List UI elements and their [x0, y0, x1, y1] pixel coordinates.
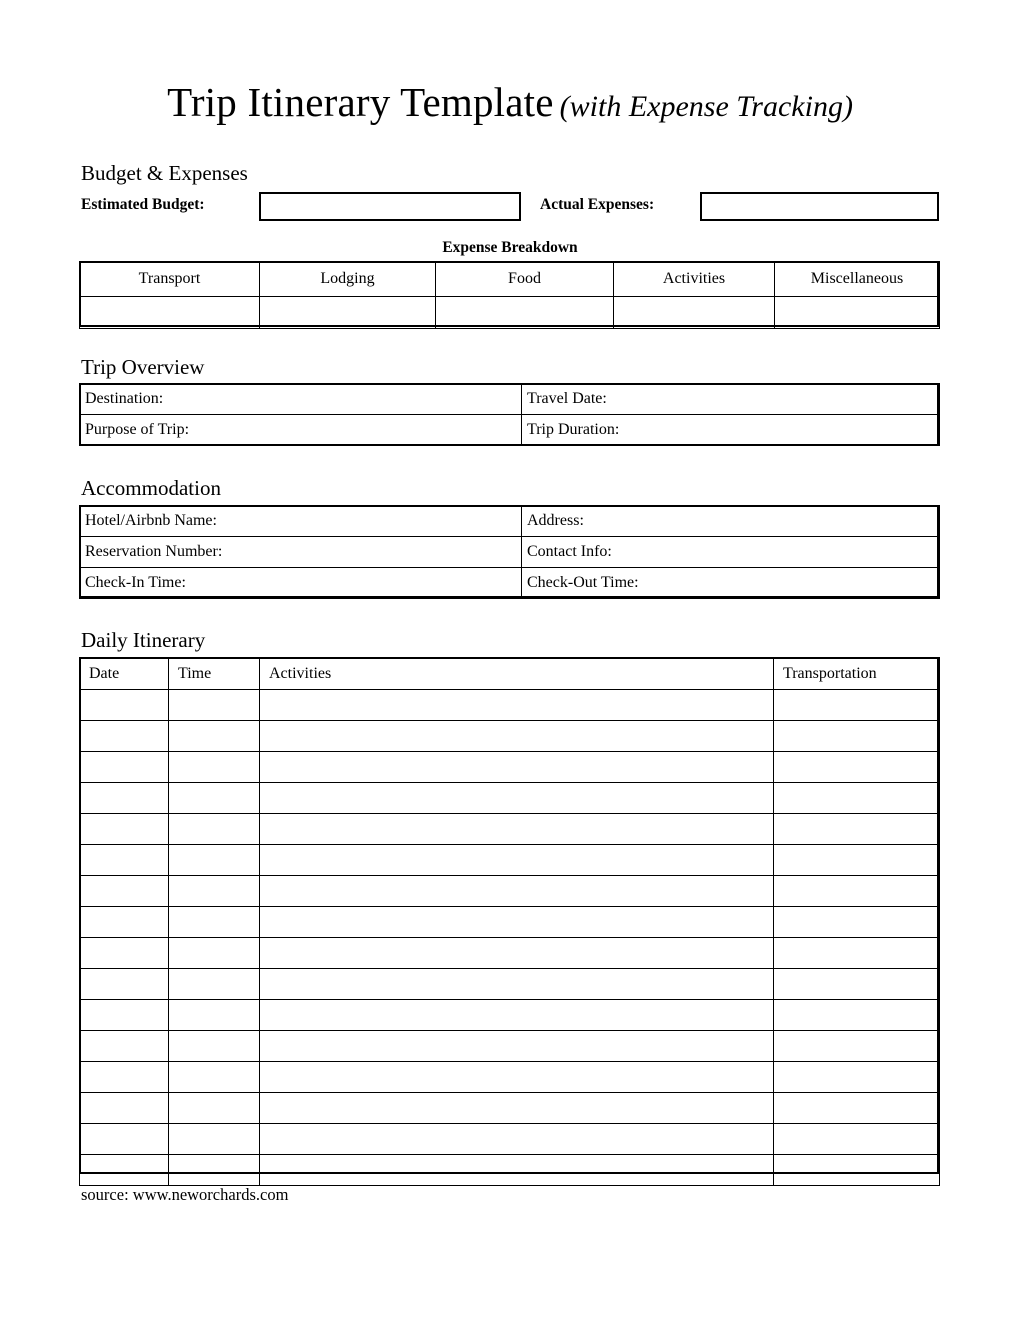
itinerary-time-cell[interactable] — [169, 721, 260, 752]
table-row — [80, 752, 940, 783]
expense-column-header: Food — [436, 262, 614, 297]
table-row — [80, 384, 940, 415]
itinerary-transportation-cell[interactable] — [774, 1093, 940, 1124]
expense-column-header: Miscellaneous — [775, 262, 940, 297]
itinerary-date-cell[interactable] — [80, 814, 169, 845]
expense-value-cell[interactable] — [775, 297, 940, 329]
page-title — [0, 78, 1020, 126]
itinerary-transportation-cell[interactable] — [774, 876, 940, 907]
table-row — [80, 537, 940, 568]
daily-itinerary-header-row — [80, 658, 940, 690]
itinerary-date-cell[interactable] — [80, 1000, 169, 1031]
column-header-time: Time — [169, 658, 260, 690]
trip-overview-table — [79, 383, 940, 446]
itinerary-activities-cell[interactable] — [260, 1124, 774, 1155]
actual-expenses-input[interactable] — [700, 192, 939, 221]
itinerary-activities-cell[interactable] — [260, 690, 774, 721]
expense-breakdown-value-row — [80, 297, 940, 329]
itinerary-transportation-cell[interactable] — [774, 1124, 940, 1155]
itinerary-time-cell[interactable] — [169, 876, 260, 907]
table-row — [80, 415, 940, 446]
itinerary-date-cell[interactable] — [80, 969, 169, 1000]
itinerary-transportation-cell[interactable] — [774, 845, 940, 876]
actual-expenses-label: Actual Expenses: — [540, 196, 655, 213]
itinerary-date-cell[interactable] — [80, 783, 169, 814]
itinerary-date-cell[interactable] — [80, 938, 169, 969]
itinerary-transportation-cell[interactable] — [774, 783, 940, 814]
itinerary-time-cell[interactable] — [169, 690, 260, 721]
accommodation-table — [79, 505, 940, 599]
itinerary-activities-cell[interactable] — [260, 721, 774, 752]
daily-itinerary-body — [80, 690, 940, 1186]
table-row — [80, 1062, 940, 1093]
itinerary-activities-cell[interactable] — [260, 783, 774, 814]
itinerary-activities-cell[interactable] — [260, 938, 774, 969]
itinerary-activities-cell[interactable] — [260, 752, 774, 783]
table-row — [80, 506, 940, 537]
section-heading-accommodation: Accommodation — [81, 476, 221, 500]
itinerary-time-cell[interactable] — [169, 1093, 260, 1124]
purpose-of-trip-cell[interactable]: Purpose of Trip: — [80, 415, 522, 446]
itinerary-transportation-cell[interactable] — [774, 1062, 940, 1093]
table-row — [80, 938, 940, 969]
table-row — [80, 876, 940, 907]
estimated-budget-input[interactable] — [259, 192, 521, 221]
itinerary-transportation-cell[interactable] — [774, 907, 940, 938]
itinerary-transportation-cell[interactable] — [774, 752, 940, 783]
expense-value-cell[interactable] — [614, 297, 775, 329]
itinerary-transportation-cell[interactable] — [774, 690, 940, 721]
itinerary-activities-cell[interactable] — [260, 876, 774, 907]
travel-date-cell[interactable]: Travel Date: — [522, 384, 940, 415]
expense-breakdown-caption: Expense Breakdown — [442, 239, 578, 256]
address-cell[interactable]: Address: — [522, 506, 940, 537]
expense-column-header: Transport — [80, 262, 260, 297]
section-heading-daily-itinerary: Daily Itinerary — [81, 628, 206, 652]
itinerary-date-cell[interactable] — [80, 752, 169, 783]
section-heading-trip-overview: Trip Overview — [81, 355, 205, 379]
itinerary-date-cell[interactable] — [80, 845, 169, 876]
column-header-activities: Activities — [260, 658, 774, 690]
itinerary-time-cell[interactable] — [169, 814, 260, 845]
itinerary-time-cell[interactable] — [169, 938, 260, 969]
budget-fields-row — [81, 192, 939, 221]
column-header-date: Date — [80, 658, 169, 690]
contact-info-cell[interactable]: Contact Info: — [522, 537, 940, 568]
itinerary-date-cell[interactable] — [80, 907, 169, 938]
table-row — [80, 907, 940, 938]
itinerary-transportation-cell[interactable] — [774, 814, 940, 845]
table-row — [80, 1031, 940, 1062]
itinerary-date-cell[interactable] — [80, 1124, 169, 1155]
source-attribution: source: www.neworchards.com — [81, 1185, 289, 1204]
itinerary-date-cell[interactable] — [80, 690, 169, 721]
itinerary-time-cell[interactable] — [169, 1062, 260, 1093]
itinerary-activities-cell[interactable] — [260, 1155, 774, 1186]
itinerary-time-cell[interactable] — [169, 1000, 260, 1031]
itinerary-transportation-cell[interactable] — [774, 721, 940, 752]
table-row — [80, 783, 940, 814]
itinerary-transportation-cell[interactable] — [774, 1031, 940, 1062]
estimated-budget-label: Estimated Budget: — [81, 196, 205, 213]
itinerary-activities-cell[interactable] — [260, 845, 774, 876]
daily-itinerary-table — [79, 657, 940, 1186]
itinerary-time-cell[interactable] — [169, 845, 260, 876]
table-row — [80, 1093, 940, 1124]
itinerary-activities-cell[interactable] — [260, 969, 774, 1000]
itinerary-date-cell[interactable] — [80, 721, 169, 752]
itinerary-date-cell[interactable] — [80, 1062, 169, 1093]
table-row — [80, 690, 940, 721]
itinerary-time-cell[interactable] — [169, 1124, 260, 1155]
expense-value-cell[interactable] — [436, 297, 614, 329]
destination-cell[interactable]: Destination: — [80, 384, 522, 415]
table-row — [80, 969, 940, 1000]
itinerary-activities-cell[interactable] — [260, 1000, 774, 1031]
itinerary-time-cell[interactable] — [169, 783, 260, 814]
table-row — [80, 568, 940, 599]
itinerary-transportation-cell[interactable] — [774, 1000, 940, 1031]
itinerary-time-cell[interactable] — [169, 1155, 260, 1186]
itinerary-date-cell[interactable] — [80, 876, 169, 907]
expense-breakdown-table — [79, 261, 940, 329]
itinerary-activities-cell[interactable] — [260, 907, 774, 938]
column-header-transportation: Transportation — [774, 658, 940, 690]
table-row — [80, 1124, 940, 1155]
itinerary-transportation-cell[interactable] — [774, 1155, 940, 1186]
itinerary-activities-cell[interactable] — [260, 1093, 774, 1124]
table-row — [80, 1000, 940, 1031]
itinerary-activities-cell[interactable] — [260, 814, 774, 845]
itinerary-date-cell[interactable] — [80, 1093, 169, 1124]
itinerary-date-cell[interactable] — [80, 1155, 169, 1186]
table-row — [80, 814, 940, 845]
expense-breakdown-header-row — [80, 262, 940, 297]
expense-column-header: Lodging — [260, 262, 436, 297]
check-in-time-cell[interactable]: Check-In Time: — [80, 568, 522, 599]
itinerary-time-cell[interactable] — [169, 907, 260, 938]
page-title-main: Trip Itinerary Template — [167, 79, 554, 125]
section-heading-budget: Budget & Expenses — [81, 161, 248, 185]
expense-value-cell[interactable] — [80, 297, 260, 329]
itinerary-activities-cell[interactable] — [260, 1062, 774, 1093]
itinerary-time-cell[interactable] — [169, 969, 260, 1000]
table-row — [80, 721, 940, 752]
reservation-number-cell[interactable]: Reservation Number: — [80, 537, 522, 568]
itinerary-transportation-cell[interactable] — [774, 938, 940, 969]
check-out-time-cell[interactable]: Check-Out Time: — [522, 568, 940, 599]
itinerary-transportation-cell[interactable] — [774, 969, 940, 1000]
itinerary-activities-cell[interactable] — [260, 1031, 774, 1062]
table-row — [80, 1155, 940, 1186]
expense-column-header: Activities — [614, 262, 775, 297]
expense-value-cell[interactable] — [260, 297, 436, 329]
trip-duration-cell[interactable]: Trip Duration: — [522, 415, 940, 446]
page-title-subtitle: (with Expense Tracking) — [559, 90, 853, 123]
hotel-name-cell[interactable]: Hotel/Airbnb Name: — [80, 506, 522, 537]
itinerary-time-cell[interactable] — [169, 752, 260, 783]
itinerary-time-cell[interactable] — [169, 1031, 260, 1062]
itinerary-date-cell[interactable] — [80, 1031, 169, 1062]
table-row — [80, 845, 940, 876]
